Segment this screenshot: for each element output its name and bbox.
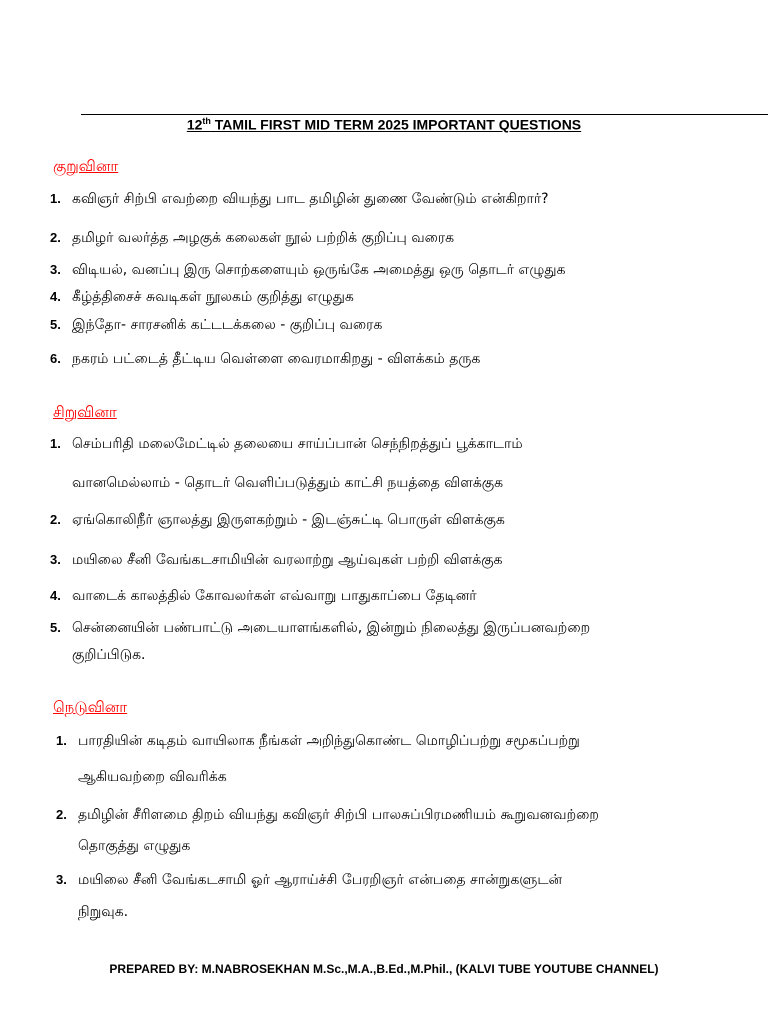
question-number: 3. [50, 552, 61, 567]
question-text-continued: குறிப்பிடுக. [72, 647, 146, 663]
question-text: ஏங்கொலிநீர் ஞாலத்து இருளகற்றும் - இடஞ்சுட்டி பொருள் விளக்குக [72, 512, 505, 528]
question-number: 1. [50, 436, 61, 451]
question-text-continued: ஆகியவற்றை விவரிக்க [78, 769, 227, 785]
question-text: கீழ்த்திசைச் சுவடிகள் நூலகம் குறித்து எழுதுக [72, 289, 354, 305]
question-text-continued: நிறுவுக. [78, 904, 129, 920]
question-text: தமிழின் சீரிளமை திறம் வியந்து கவிஞர் சிற்பி பாலசுப்பிரமணியம் கூறுவனவற்றை [78, 807, 599, 823]
question-number: 4. [50, 289, 61, 304]
question-text: வாடைக் காலத்தில் கோவலர்கள் எவ்வாறு பாதுகாப்பை தேடினர் [72, 588, 477, 604]
question-number: 6. [50, 351, 61, 366]
question-text: மயிலை சீனி வேங்கடசாமியின் வரலாற்று ஆய்வுகள் பற்றி விளக்குக [72, 552, 503, 568]
question-text: செம்பரிதி மலைமேட்டில் தலையை சாய்ப்பான் செந்நிறத்துப் பூக்காடாம் [72, 436, 523, 452]
question-text: சென்னையின் பண்பாட்டு அடையாளங்களில், இன்றும் நிலைத்து இருப்பனவற்றை [72, 620, 591, 636]
question-text: பாரதியின் கடிதம் வாயிலாக நீங்கள் அறிந்துகொண்ட மொழிப்பற்று சமூகப்பற்று [78, 733, 580, 749]
question-text: மயிலை சீனி வேங்கடசாமி ஓர் ஆராய்ச்சி பேரறிஞர் என்பதை சான்றுகளுடன் [78, 872, 563, 888]
question-text: விடியல், வனப்பு இரு சொற்களையும் ஒருங்கே அமைத்து ஒரு தொடர் எழுதுக [72, 262, 566, 278]
page-title: 12th TAMIL FIRST MID TERM 2025 IMPORTANT QUESTIONS [186, 116, 582, 133]
question-text: நகரம் பட்டைத் தீட்டிய வெள்ளை வைரமாகிறது - விளக்கம் தருக [72, 351, 481, 367]
question-number: 2. [56, 807, 67, 822]
question-text-continued: தொகுத்து எழுதுக [78, 838, 191, 854]
footer-credit: PREPARED BY: M.NABROSEKHAN M.Sc.,M.A.,B.Ed.,M.Phil., (KALVI TUBE YOUTUBE CHANNEL) [109, 962, 659, 976]
question-text-continued: வானமெல்லாம் - தொடர் வெளிப்படுத்தும் காட்சி நயத்தை விளக்குக [72, 475, 504, 491]
question-number: 2. [50, 512, 61, 527]
section-heading-short-answer: குறுவினா [53, 157, 119, 175]
question-text: கவிஞர் சிற்பி எவற்றை வியந்து பாட தமிழின் துணை வேண்டும் என்கிறார்? [72, 191, 549, 207]
question-number: 3. [56, 872, 67, 887]
question-number: 4. [50, 588, 61, 603]
section-heading-long-answer: நெடுவினா [53, 698, 128, 716]
section-heading-short-essay: சிறுவினா [53, 403, 117, 421]
question-number: 5. [50, 317, 61, 332]
question-number: 1. [56, 733, 67, 748]
question-text: இந்தோ- சாரசனிக் கட்டடக்கலை - குறிப்பு வரைக [72, 317, 383, 333]
question-text: தமிழர் வலர்த்த அழகுக் கலைகள் நூல் பற்றிக் குறிப்பு வரைக [72, 230, 455, 246]
header-rule [81, 114, 768, 115]
question-number: 2. [50, 230, 61, 245]
question-number: 5. [50, 620, 61, 635]
question-number: 1. [50, 191, 61, 206]
question-number: 3. [50, 262, 61, 277]
